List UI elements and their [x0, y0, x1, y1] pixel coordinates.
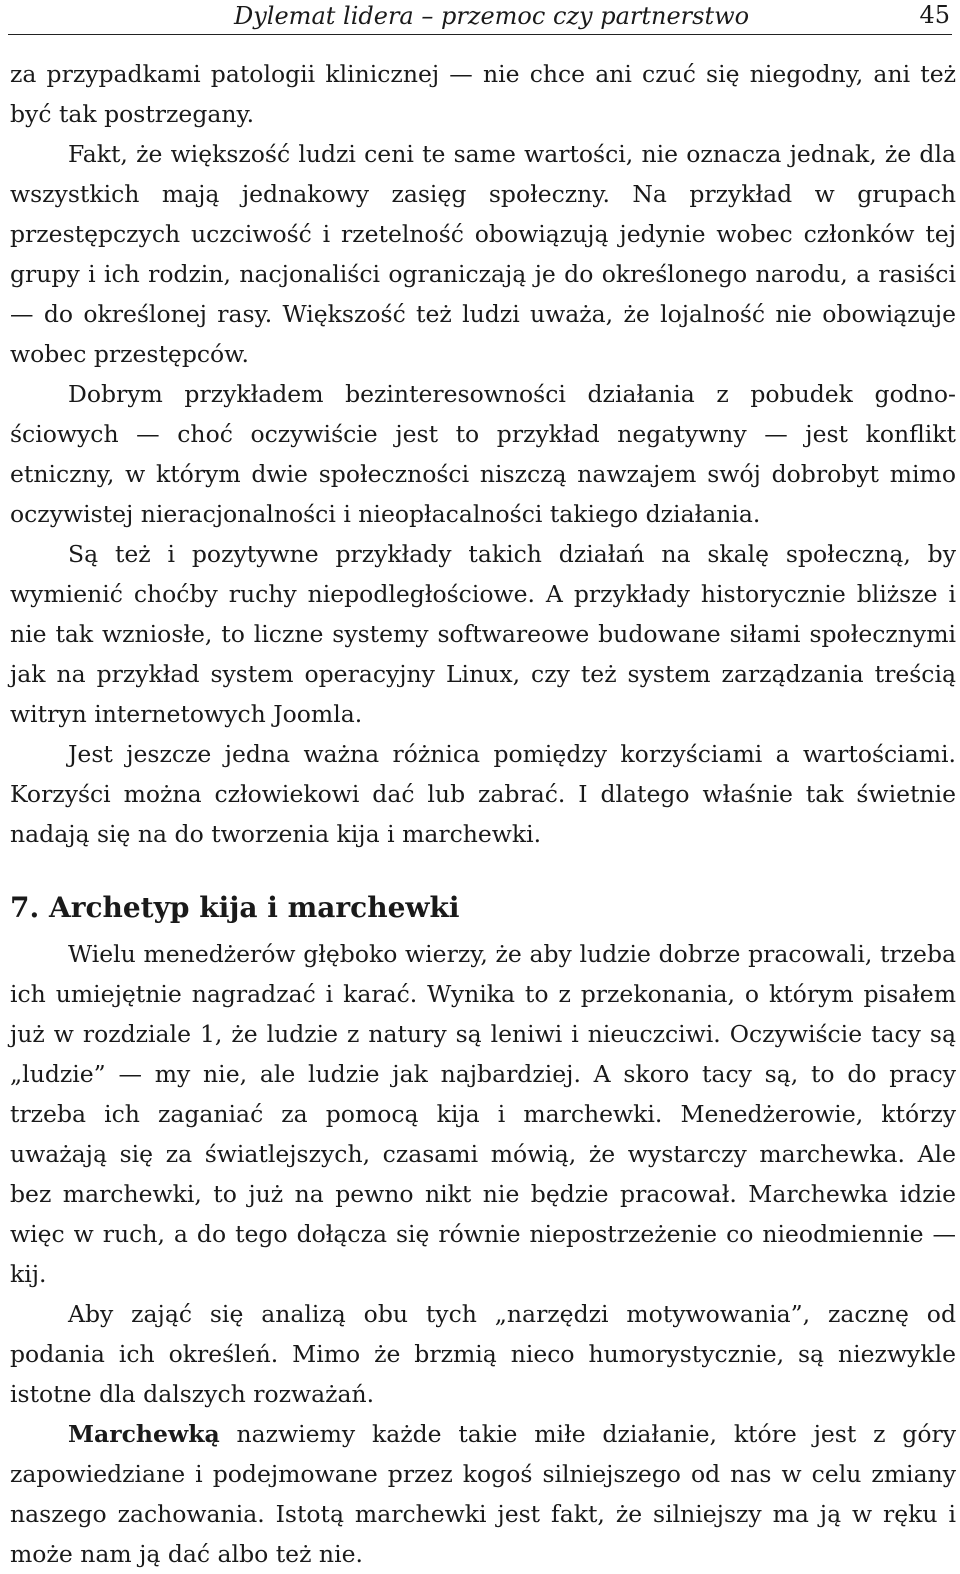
defined-term: Marchewką — [68, 1420, 220, 1448]
paragraph: Fakt, że większość ludzi ceni te same wartości, nie oznacza jednak, że dla wszystkich mają jednakowy zasięg społeczny. Na przykład w grupach przestępczych uczciwość i rzetelność obowiązują jedynie wobec członków tej grupy i ich rodzin, nacjonaliści ograniczają je do określonego narodu, a rasiści — do określonej rasy. Większość też ludzi uważa, że lojalność nie obowiązuje wobec przestępców. — [10, 140, 956, 368]
section-heading: 7. Archetyp kija i marchewki — [10, 891, 460, 924]
paragraph: Są też i pozytywne przykłady takich działań na skalę społeczną, by wymienić choćby ruchy niepodległościowe. A przykłady historycznie bliższe i nie tak wzniosłe, to liczne systemy softwareowe budowane siłami społecznymi jak na przykład system operacyjny Linux, czy też system zarządzania treścią witryn internetowych Joomla. — [10, 540, 956, 728]
definition-text: nazwiemy każde takie miłe działanie, które jest z góry zapowiedziane i podejmowane przez kogoś silniejszego od nas w celu zmiany naszego zachowania. Istotą marchewki jest fakt, że silniejszy ma ją w ręku i może nam ją dać albo też nie. — [10, 1420, 956, 1568]
page-number: 45 — [919, 1, 950, 29]
running-title: Dylemat lidera – przemoc czy partnerstwo — [234, 2, 750, 30]
paragraph: Jest jeszcze jedna ważna różnica pomiędzy korzyściami a wartościami. Korzyści można człowiekowi dać lub zabrać. I dlatego właśnie tak świetnie nadają się na do tworzenia kija i marchewki. — [10, 740, 956, 848]
body-text — [10, 54, 956, 1574]
paragraph: Dobrym przykładem bezinteresowności działania z pobudek godnościowych — choć oczywiście jest to przykład negatywny — jest konflikt etniczny, w którym dwie społeczności niszczą nawzajem swój dobrobyt mimo oczywistej nieracjonalności i nieopłacalności takiego działania. — [10, 380, 956, 528]
paragraph: Wielu menedżerów głęboko wierzy, że aby ludzie dobrze pracowali, trzeba ich umiejętnie nagradzać i karać. Wynika to z przekonania, o którym pisałem już w rozdziale 1, że ludzie z natury są leniwi i nieuczciwi. Oczywiście tacy są „ludzie” — my nie, ale ludzie jak najbardziej. A skoro tacy są, to do pracy trzeba ich zaganiać za pomocą kija i marchewki. Menedżerowie, którzy uważają się za światlejszych, czasami mówią, że wystarczy marchewka. Ale bez marchewki, to już na pewno nikt nie będzie pracował. Marchewka idzie więc w ruch, a do tego dołącza się równie niepostrzeżenie co nieodmiennie — kij. — [10, 940, 956, 1288]
running-header — [8, 0, 952, 35]
definition-paragraph — [10, 1414, 956, 1574]
paragraph: Aby zająć się analizą obu tych „narzędzi motywowania”, zacznę od podania ich określeń. Mimo że brzmią nieco humorystycznie, są niezwykle istotne dla dalszych rozważań. — [10, 1300, 956, 1408]
paragraph-continued: za przypadkami patologii klinicznej — nie chce ani czuć się niegodny, ani też być tak postrzegany. — [10, 60, 956, 128]
